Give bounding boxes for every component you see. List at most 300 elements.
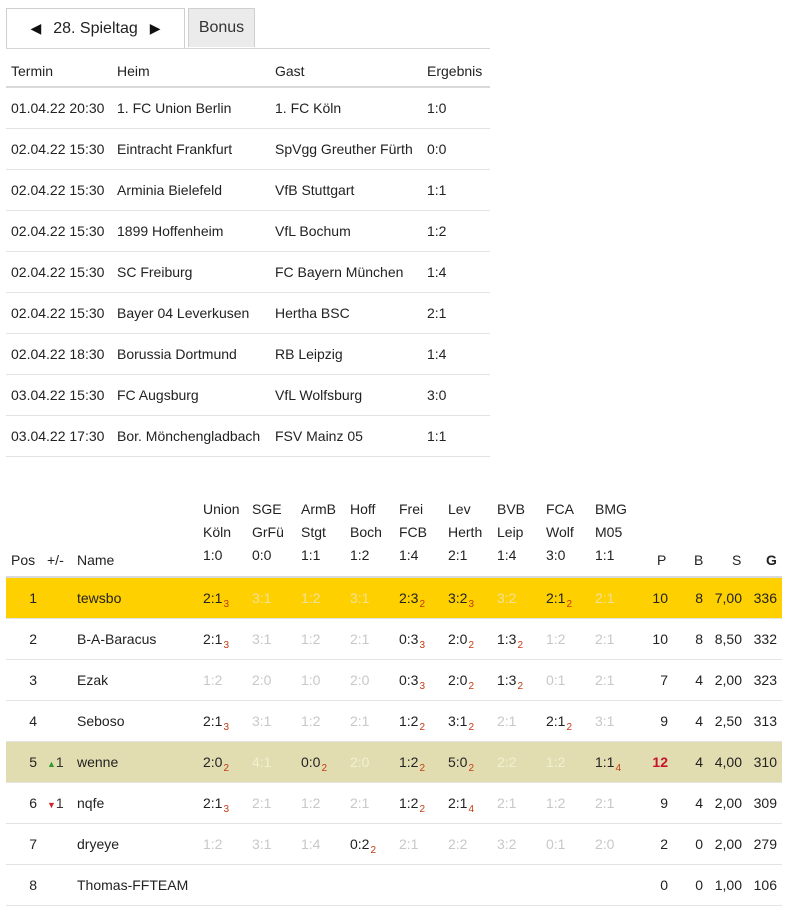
game-header-l2: Boch — [350, 524, 382, 540]
match-termin: 02.04.22 15:30 — [11, 264, 105, 280]
tip-value: 1:2 — [203, 672, 223, 688]
tip-points: 2 — [566, 722, 573, 733]
match-gast: FC Bayern München — [275, 264, 404, 280]
points-g: 310 — [753, 754, 777, 770]
points-g: 106 — [753, 877, 777, 893]
tip-points: 3 — [468, 599, 475, 610]
tip-value: 2:2 — [448, 836, 468, 852]
tip-value: 3:1 — [252, 631, 272, 647]
tip-points: 3 — [419, 640, 426, 651]
matches-table — [6, 48, 490, 457]
tip-cell — [595, 783, 614, 823]
game-header-l2: Köln — [203, 524, 232, 540]
game-header-l2: Stgt — [301, 524, 326, 540]
points-s: 2,00 — [714, 672, 742, 688]
points-b: 4 — [695, 672, 703, 688]
rank-position: 5 — [29, 754, 37, 770]
tip-cell — [252, 783, 271, 823]
tip-value: 2:0 — [448, 631, 468, 647]
rank-change-value: 1 — [55, 754, 64, 770]
tip-cell — [203, 742, 229, 785]
player-name: nqfe — [77, 795, 105, 811]
tip-cell — [350, 701, 369, 741]
tip-value: 2:1 — [448, 795, 468, 811]
tip-cell — [252, 824, 271, 864]
points-s: 2,50 — [714, 713, 742, 729]
tip-points: 3 — [223, 640, 230, 651]
match-termin: 01.04.22 20:30 — [11, 100, 105, 116]
rank-position: 8 — [29, 877, 37, 893]
match-heim: Eintracht Frankfurt — [117, 141, 233, 157]
game-column-header — [497, 498, 525, 578]
game-header-l3: 2:1 — [448, 547, 468, 563]
tip-points: 3 — [419, 681, 426, 692]
game-column-header — [595, 498, 627, 578]
tip-cell — [595, 824, 614, 864]
match-gast: RB Leipzig — [275, 346, 343, 362]
tip-value: 0:1 — [546, 672, 566, 688]
tip-value: 2:0 — [252, 672, 272, 688]
game-header-l3: 1:4 — [497, 547, 517, 563]
game-header-l1: Hoff — [350, 501, 376, 517]
tip-cell — [301, 742, 327, 785]
tip-cell — [448, 701, 474, 744]
tip-cell — [301, 619, 320, 659]
tip-cell — [399, 783, 425, 826]
rank-change — [47, 783, 64, 825]
tip-cell — [301, 701, 320, 741]
tip-value: 1:2 — [399, 754, 419, 770]
points-b: 4 — [695, 713, 703, 729]
player-name: B-A-Baracus — [77, 631, 157, 647]
tip-cell — [301, 783, 320, 823]
match-heim: Bor. Mönchengladbach — [117, 428, 261, 444]
tip-value: 2:1 — [595, 631, 615, 647]
game-header-l1: BVB — [497, 501, 526, 517]
tip-cell — [595, 578, 614, 618]
game-column-header — [301, 498, 336, 578]
table-row — [6, 129, 490, 170]
match-termin: 02.04.22 15:30 — [11, 305, 105, 321]
tip-value: 2:1 — [203, 590, 223, 606]
table-row — [6, 293, 490, 334]
match-termin: 02.04.22 15:30 — [11, 223, 105, 239]
tip-cell — [448, 578, 474, 621]
tip-points: 2 — [566, 599, 573, 610]
points-g: 313 — [753, 713, 777, 729]
match-gast: VfL Bochum — [275, 223, 351, 239]
tip-cell — [301, 824, 320, 864]
tip-points: 2 — [468, 681, 475, 692]
points-g: 336 — [753, 590, 777, 606]
game-header-l1: Frei — [399, 501, 424, 517]
points-b: 0 — [695, 877, 703, 893]
header-name: Name — [77, 552, 115, 568]
tip-cell — [399, 660, 425, 703]
tip-cell — [546, 824, 565, 864]
rank-position: 3 — [29, 672, 37, 688]
points-s: 7,00 — [714, 590, 742, 606]
tip-cell — [497, 701, 516, 741]
tip-cell — [497, 824, 516, 864]
tip-points: 2 — [321, 763, 328, 774]
player-name: Thomas-FFTEAM — [77, 877, 189, 893]
table-row — [6, 578, 782, 619]
tip-cell — [301, 660, 320, 700]
tip-value: 2:1 — [350, 713, 370, 729]
points-p: 0 — [660, 877, 668, 893]
tip-value: 1:2 — [203, 836, 223, 852]
tip-value: 1:2 — [399, 795, 419, 811]
match-heim: FC Augsburg — [117, 387, 199, 403]
table-row — [6, 865, 782, 906]
tip-points: 2 — [468, 640, 475, 651]
header-change: +/- — [47, 552, 64, 568]
tab-bonus[interactable] — [188, 8, 255, 47]
table-row — [6, 660, 782, 701]
tip-points: 3 — [223, 804, 230, 815]
tip-value: 3:1 — [350, 590, 370, 606]
tip-value: 2:1 — [350, 631, 370, 647]
game-header-l3: 3:0 — [546, 547, 566, 563]
match-ergebnis: 1:1 — [427, 182, 447, 198]
header-gast: Gast — [275, 63, 305, 79]
tip-value: 4:1 — [252, 754, 272, 770]
tip-value: 1:0 — [301, 672, 321, 688]
game-header-l3: 0:0 — [252, 547, 272, 563]
tip-value: 2:2 — [497, 754, 517, 770]
game-header-l3: 1:1 — [301, 547, 321, 563]
game-header-l2: Wolf — [546, 524, 574, 540]
tip-cell — [252, 619, 271, 659]
match-gast: VfL Wolfsburg — [275, 387, 363, 403]
match-gast: Hertha BSC — [275, 305, 350, 321]
rank-down-icon: ▼ — [47, 800, 56, 810]
header-g: G — [766, 552, 777, 568]
tip-cell — [546, 783, 565, 823]
tip-value: 0:0 — [301, 754, 321, 770]
match-heim: 1. FC Union Berlin — [117, 100, 232, 116]
rank-position: 7 — [29, 836, 37, 852]
tip-cell — [203, 619, 229, 662]
points-p: 2 — [660, 836, 668, 852]
rank-position: 2 — [29, 631, 37, 647]
match-gast: 1. FC Köln — [275, 100, 342, 116]
tip-cell — [350, 619, 369, 659]
header-pos: Pos — [11, 552, 36, 568]
tip-value: 1:2 — [301, 713, 321, 729]
tip-cell — [252, 742, 271, 782]
points-s: 2,00 — [714, 795, 742, 811]
tip-value: 1:2 — [301, 795, 321, 811]
match-ergebnis: 1:1 — [427, 428, 447, 444]
tip-cell — [252, 578, 271, 618]
tip-value: 1:3 — [497, 631, 517, 647]
tip-value: 1:2 — [301, 631, 321, 647]
match-ergebnis: 1:4 — [427, 346, 447, 362]
table-row — [6, 783, 782, 824]
tip-cell — [350, 660, 369, 700]
tab-matchday[interactable] — [6, 8, 185, 48]
tip-points: 3 — [223, 599, 230, 610]
match-ergebnis: 3:0 — [427, 387, 447, 403]
tip-value: 5:0 — [448, 754, 468, 770]
game-column-header — [448, 498, 482, 578]
table-row — [6, 701, 782, 742]
header-s: S — [732, 552, 742, 568]
tip-cell — [399, 742, 425, 785]
matchday-label: 28. Spieltag — [53, 19, 138, 37]
tip-value: 2:1 — [497, 795, 517, 811]
game-header-l2: Herth — [448, 524, 483, 540]
tip-value: 3:1 — [252, 590, 272, 606]
table-row — [6, 416, 490, 457]
tip-cell — [203, 578, 229, 621]
points-p: 9 — [660, 795, 668, 811]
tip-value: 2:0 — [350, 754, 370, 770]
header-ergebnis: Ergebnis — [427, 63, 483, 79]
points-b: 4 — [695, 754, 703, 770]
tip-points: 2 — [517, 681, 524, 692]
match-gast: FSV Mainz 05 — [275, 428, 363, 444]
tip-cell — [203, 701, 229, 744]
tip-value: 1:2 — [546, 795, 566, 811]
tip-cell — [546, 578, 572, 621]
game-column-header — [203, 498, 240, 578]
match-ergebnis: 0:0 — [427, 141, 447, 157]
tip-value: 3:1 — [252, 713, 272, 729]
tip-cell — [497, 742, 516, 782]
tip-points: 2 — [419, 599, 426, 610]
table-row — [6, 211, 490, 252]
match-heim: SC Freiburg — [117, 264, 193, 280]
tip-value: 2:1 — [252, 795, 272, 811]
tip-value: 1:3 — [497, 672, 517, 688]
tip-value: 3:1 — [252, 836, 272, 852]
points-g: 332 — [753, 631, 777, 647]
game-header-l2: FCB — [399, 524, 427, 540]
rank-change-value: 1 — [55, 795, 64, 811]
match-heim: Borussia Dortmund — [117, 346, 237, 362]
points-s: 2,00 — [714, 836, 742, 852]
tip-cell — [399, 824, 418, 864]
matchday-tabs — [6, 8, 490, 49]
game-header-l1: Union — [203, 501, 240, 517]
tip-value: 3:2 — [448, 590, 468, 606]
table-row — [6, 375, 490, 416]
game-header-l2: M05 — [595, 524, 623, 540]
tip-value: 0:3 — [399, 672, 419, 688]
game-header-l3: 1:0 — [203, 547, 223, 563]
tip-cell — [595, 660, 614, 700]
tip-points: 2 — [370, 845, 377, 856]
points-p: 10 — [652, 631, 668, 647]
tip-cell — [546, 701, 572, 744]
tip-points: 3 — [223, 722, 230, 733]
tip-points: 2 — [468, 722, 475, 733]
tip-value: 2:1 — [595, 590, 615, 606]
table-row — [6, 742, 782, 783]
match-gast: VfB Stuttgart — [275, 182, 355, 198]
points-s: 4,00 — [714, 754, 742, 770]
game-header-l1: ArmB — [301, 501, 336, 517]
match-ergebnis: 1:0 — [427, 100, 447, 116]
player-name: Ezak — [77, 672, 109, 688]
table-row — [6, 88, 490, 129]
rank-up-icon: ▲ — [47, 759, 56, 769]
tip-points: 2 — [517, 640, 524, 651]
points-b: 4 — [695, 795, 703, 811]
match-heim: Arminia Bielefeld — [117, 182, 223, 198]
tip-points: 2 — [419, 722, 426, 733]
match-termin: 03.04.22 15:30 — [11, 387, 105, 403]
tip-cell — [497, 783, 516, 823]
table-row — [6, 334, 490, 375]
points-b: 8 — [695, 631, 703, 647]
tip-cell — [203, 783, 229, 826]
tip-value: 2:1 — [203, 713, 223, 729]
match-termin: 02.04.22 15:30 — [11, 182, 105, 198]
standings-header-row — [6, 496, 782, 578]
match-termin: 02.04.22 18:30 — [11, 346, 105, 362]
tip-points: 2 — [419, 763, 426, 774]
game-header-l3: 1:1 — [595, 547, 615, 563]
match-ergebnis: 2:1 — [427, 305, 447, 321]
match-ergebnis: 1:4 — [427, 264, 447, 280]
tip-cell — [252, 660, 271, 700]
tip-value: 1:1 — [595, 754, 615, 770]
tip-cell — [546, 742, 565, 782]
match-ergebnis: 1:2 — [427, 223, 447, 239]
table-row — [6, 252, 490, 293]
tip-cell — [252, 701, 271, 741]
tip-value: 2:1 — [595, 795, 615, 811]
header-p: P — [657, 552, 667, 568]
tip-value: 3:1 — [595, 713, 615, 729]
tip-value: 2:1 — [595, 672, 615, 688]
points-b: 8 — [695, 590, 703, 606]
player-name: Seboso — [77, 713, 125, 729]
points-p: 10 — [652, 590, 668, 606]
tip-points: 2 — [223, 763, 230, 774]
player-name: tewsbo — [77, 590, 122, 606]
game-header-l3: 1:4 — [399, 547, 419, 563]
points-p: 9 — [660, 713, 668, 729]
points-p: 12 — [652, 754, 668, 770]
tip-value: 2:0 — [595, 836, 615, 852]
tip-cell — [448, 742, 474, 785]
tip-cell — [497, 660, 523, 703]
game-column-header — [252, 498, 284, 578]
points-s: 1,00 — [714, 877, 742, 893]
player-name: wenne — [77, 754, 119, 770]
next-matchday-arrow-icon[interactable]: ▶ — [149, 20, 161, 36]
tip-points: 2 — [468, 763, 475, 774]
tip-cell — [350, 783, 369, 823]
tip-cell — [497, 578, 516, 618]
tip-value: 2:1 — [399, 836, 419, 852]
table-row — [6, 170, 490, 211]
tip-value: 1:2 — [301, 590, 321, 606]
tip-cell — [546, 660, 565, 700]
tip-cell — [399, 578, 425, 621]
tip-cell — [448, 660, 474, 703]
tip-cell — [350, 742, 369, 782]
tab-bonus-label: Bonus — [198, 19, 245, 36]
tip-value: 1:4 — [301, 836, 321, 852]
tip-value: 2:1 — [546, 590, 566, 606]
match-heim: Bayer 04 Leverkusen — [117, 305, 250, 321]
tip-cell — [448, 783, 474, 826]
points-g: 309 — [753, 795, 777, 811]
game-header-l1: SGE — [252, 501, 282, 517]
header-b: B — [694, 552, 704, 568]
prev-matchday-arrow-icon[interactable]: ◀ — [30, 20, 42, 36]
game-header-l2: Leip — [497, 524, 524, 540]
tip-points: 2 — [419, 804, 426, 815]
tip-cell — [399, 701, 425, 744]
tip-cell — [595, 742, 621, 785]
table-row — [6, 619, 782, 660]
tip-value: 3:1 — [448, 713, 468, 729]
points-g: 323 — [753, 672, 777, 688]
match-heim: 1899 Hoffenheim — [117, 223, 224, 239]
tip-value: 2:0 — [350, 672, 370, 688]
tip-value: 2:3 — [399, 590, 419, 606]
game-header-l1: Lev — [448, 501, 471, 517]
tip-value: 0:3 — [399, 631, 419, 647]
tip-value: 0:1 — [546, 836, 566, 852]
player-name: dryeye — [77, 836, 120, 852]
matches-header-row — [6, 48, 490, 88]
tip-value: 1:2 — [546, 754, 566, 770]
tip-value: 2:0 — [448, 672, 468, 688]
tip-value: 2:1 — [546, 713, 566, 729]
rank-position: 6 — [29, 795, 37, 811]
tip-cell — [301, 578, 320, 618]
tip-cell — [203, 824, 222, 864]
match-termin: 02.04.22 15:30 — [11, 141, 105, 157]
tip-value: 0:2 — [350, 836, 370, 852]
game-header-l1: FCA — [546, 501, 574, 517]
tip-cell — [546, 619, 565, 659]
rank-position: 4 — [29, 713, 37, 729]
game-header-l1: BMG — [595, 501, 627, 517]
game-column-header — [399, 498, 427, 578]
tip-value: 3:2 — [497, 590, 517, 606]
tip-cell — [203, 660, 222, 700]
game-header-l2: GrFü — [252, 524, 284, 540]
tip-cell — [448, 824, 467, 864]
tip-points: 4 — [615, 763, 622, 774]
points-p: 7 — [660, 672, 668, 688]
tip-value: 1:2 — [399, 713, 419, 729]
game-header-l3: 1:2 — [350, 547, 370, 563]
tip-value: 2:1 — [350, 795, 370, 811]
tip-value: 2:1 — [497, 713, 517, 729]
standings-table — [6, 496, 782, 906]
header-heim: Heim — [117, 63, 150, 79]
points-g: 279 — [753, 836, 777, 852]
match-gast: SpVgg Greuther Fürth — [275, 141, 413, 157]
tip-value: 2:0 — [203, 754, 223, 770]
tip-cell — [448, 619, 474, 662]
tip-cell — [595, 701, 614, 741]
tip-value: 3:2 — [497, 836, 517, 852]
tip-cell — [399, 619, 425, 662]
points-b: 0 — [695, 836, 703, 852]
match-termin: 03.04.22 17:30 — [11, 428, 105, 444]
